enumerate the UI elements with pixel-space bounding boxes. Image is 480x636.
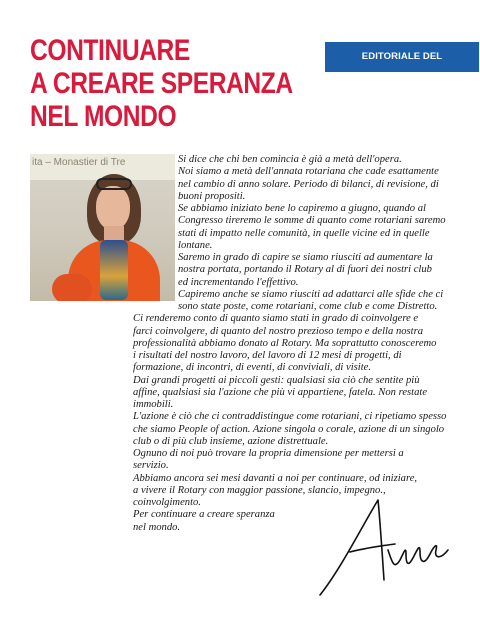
body-line: Capiremo anche se siamo riusciti ad adattarci alle sfide che ci	[178, 288, 444, 300]
title-line-3: NEL MONDO	[30, 100, 177, 133]
body-line: club o di più club insieme, azione distrettuale.	[133, 435, 329, 447]
body-line: nostra portata, portando il Rotary al di fuori dei nostri club	[178, 264, 432, 276]
body-line: Dai grandi progetti ai piccoli gesti: qualsiasi sia ciò che sentite più	[133, 374, 420, 386]
body-line: L'azione è ciò che ci contraddistingue come rotariani, ci ripetiamo spesso	[133, 411, 447, 423]
page-title	[30, 34, 293, 133]
body-line: ed incrementando l'effettivo.	[178, 276, 299, 288]
body-line: coinvolgimento.	[133, 497, 201, 508]
title-line-1: CONTINUARE	[30, 34, 190, 67]
photo-background-caption: ita – Monastier di Tre	[32, 157, 126, 168]
body-line: servizio.	[133, 460, 169, 472]
body-line: nel mondo.	[133, 521, 181, 533]
body-line: immobili.	[133, 399, 174, 410]
body-line: che siamo People of action. Azione singola o corale, azione di un singolo	[133, 423, 445, 435]
body-line: i risultati del nostro lavoro, del lavoro di 12 mesi di progetti, di	[133, 350, 402, 361]
body-line: farci coinvolgere, di quanto del nostro prezioso tempo e della nostra	[133, 325, 424, 337]
body-line: Congresso tireremo le somme di quanto come rotariani saremo	[178, 215, 446, 227]
body-line: lontane.	[178, 239, 213, 251]
body-line: a vivere il Rotary con maggior passione, slancio, impegno.,	[133, 484, 386, 496]
body-line: Ci renderemo conto di quanto siamo stati in grado di coinvolgere e	[133, 313, 419, 325]
signature-image	[300, 490, 460, 610]
body-line: professionalità abbiamo donato al Rotary. Ma soprattutto conosceremo	[133, 337, 437, 349]
body-line: Ognuno di noi può trovare la propria dimensione per mettersi a	[133, 448, 404, 459]
body-line: Saremo in grado di capire se siamo riusciti ad aumentare la	[178, 252, 433, 263]
body-line: Per continuare a creare speranza	[133, 509, 275, 521]
body-line: Se abbiamo iniziato bene lo capiremo a giugno, quando al	[178, 203, 426, 214]
article-body	[133, 154, 453, 534]
body-line: nel cambio di anno solare. Periodo di bilanci, di revisione, di	[178, 178, 439, 190]
body-line: stati di impatto nelle comunità, in quelle vicine ed in quelle	[178, 227, 430, 239]
section-badge: EDITORIALE DEL GOVERNATORE	[325, 42, 479, 72]
body-line: buoni propositi.	[178, 190, 246, 202]
body-line: affine, qualsiasi sia l'azione che più vi appartiene, fatela. Non restate	[133, 386, 428, 398]
title-line-2: A CREARE SPERANZA	[30, 67, 293, 100]
body-line: Abbiamo ancora sei mesi davanti a noi per continuare, od iniziare,	[133, 472, 418, 484]
body-line: sono state poste, come rotariani, come club e come Distretto.	[178, 301, 438, 312]
body-line: Si dice che chi ben comincia è già a metà dell'opera.	[178, 154, 402, 165]
body-line: formazione, di incontri, di eventi, di conviviali, di visite.	[133, 362, 372, 374]
body-line: Noi siamo a metà dell'annata rotariana che cade esattamente	[178, 166, 439, 178]
